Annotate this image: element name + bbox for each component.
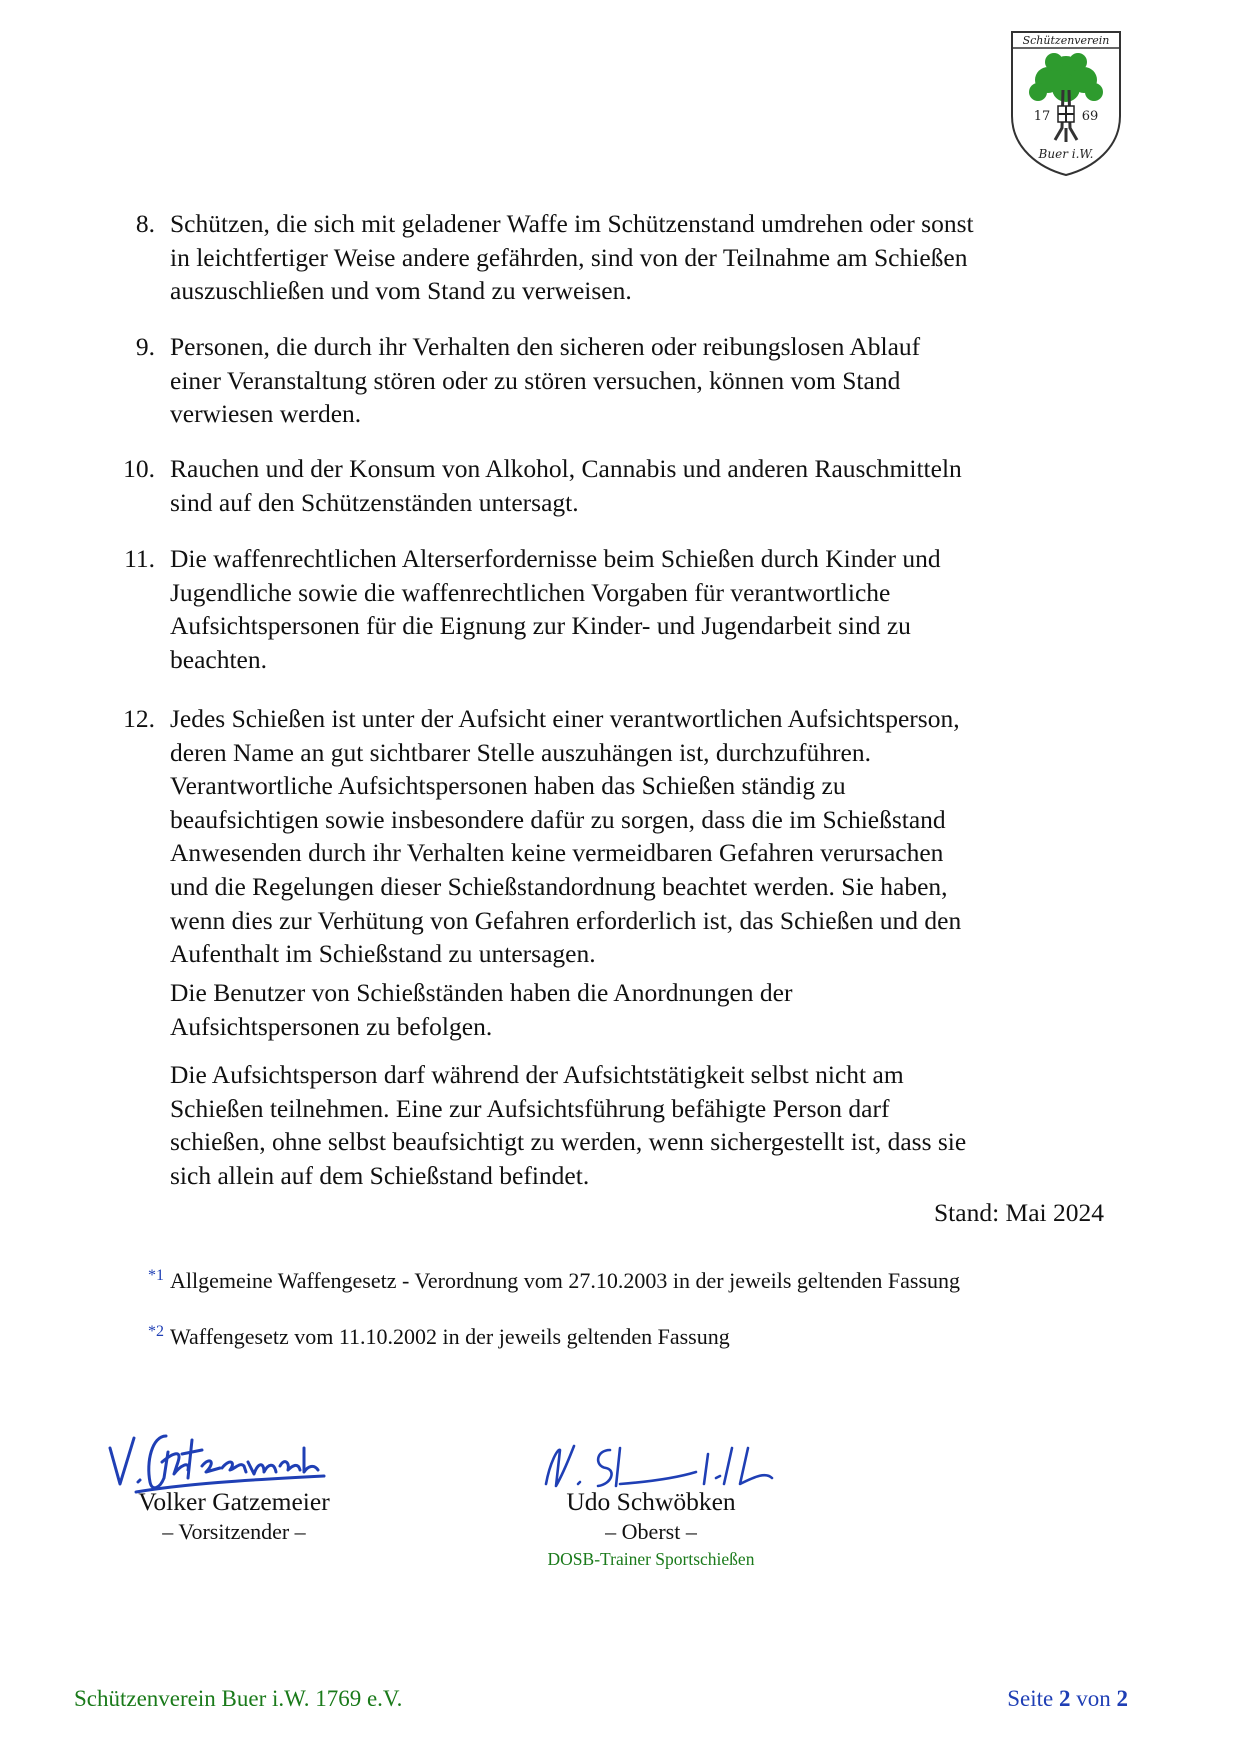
footer-organization: Schützenverein Buer i.W. 1769 e.V. — [74, 1686, 403, 1711]
crest-year-left: 17 — [1033, 109, 1051, 124]
signatory-qualification: DOSB-Trainer Sportschießen — [547, 1549, 755, 1569]
page-total: 2 — [1116, 1686, 1128, 1711]
rule-text — [170, 542, 1110, 676]
rule-text — [170, 330, 1110, 431]
text-line: Verantwortliche Aufsichtspersonen haben das Schießen ständig zu — [170, 771, 846, 801]
text-line: Die Aufsichtsperson darf während der Aufsichtstätigkeit selbst nicht am — [170, 1060, 904, 1089]
text-line: verwiesen werden. — [170, 399, 362, 429]
text-line: Schützen, die sich mit geladener Waffe im Schützenstand umdrehen oder sonst — [170, 209, 974, 238]
text-line: Anwesenden durch ihr Verhalten keine vermeidbaren Gefahren verursachen — [170, 838, 944, 868]
rule-number: 9. — [135, 332, 155, 361]
signatory-name: Volker Gatzemeier — [138, 1487, 330, 1516]
paragraph-2 — [170, 1058, 1110, 1192]
text-line: beachten. — [170, 644, 267, 674]
footnote-1 — [148, 1262, 960, 1295]
signatory-role: – Vorsitzender – — [162, 1519, 306, 1544]
text-line: Jugendliche sowie die waffenrechtlichen Vorgaben für verantwortliche — [170, 577, 891, 607]
crest-bottom-text: Buer i.W. — [1038, 147, 1094, 161]
text-line: beaufsichtigen sowie insbesondere dafür zu sorgen, dass die im Schießstand — [170, 804, 946, 834]
rule-number: 11. — [124, 544, 155, 573]
stand-date: Stand: Mai 2024 — [934, 1198, 1104, 1227]
club-crest-logo — [1008, 28, 1124, 178]
crest-top-text: Schützenverein — [1022, 34, 1110, 47]
text-line: Die Benutzer von Schießständen haben die Anordnungen der — [170, 978, 793, 1007]
footnote-text: Allgemeine Waffengesetz - Verordnung vom 27.10.2003 in der jeweils geltenden Fassung — [170, 1268, 961, 1293]
text-line: Die waffenrechtlichen Alterserfordernisse beim Schießen durch Kinder und — [170, 544, 941, 573]
footnote-mark: *2 — [148, 1323, 164, 1340]
text-line: Jedes Schießen ist unter der Aufsicht einer verantwortlichen Aufsichtsperson, — [170, 704, 960, 733]
text-line: Rauchen und der Konsum von Alkohol, Cannabis und anderen Rauschmitteln — [170, 454, 962, 483]
rule-number: 10. — [123, 454, 155, 483]
page-separator: von — [1076, 1686, 1111, 1711]
text-line: in leichtfertiger Weise andere gefährden, sind von der Teilnahme am Schießen — [170, 242, 968, 272]
text-line: Aufenthalt im Schießstand zu untersagen. — [170, 939, 596, 969]
text-line: sich allein auf dem Schießstand befindet. — [170, 1160, 590, 1190]
footer-page-number — [1007, 1686, 1128, 1712]
rule-number: 8. — [135, 209, 155, 238]
text-line: einer Veranstaltung stören oder zu stören versuchen, können vom Stand — [170, 365, 901, 395]
text-line: schießen, ohne selbst beaufsichtigt zu werden, wenn sichergestellt ist, dass sie — [170, 1127, 967, 1157]
text-line: sind auf den Schützenständen untersagt. — [170, 487, 579, 517]
signatory-1 — [104, 1486, 364, 1546]
rule-number: 12. — [123, 704, 155, 733]
text-line: wenn dies zur Verhütung von Gefahren erforderlich ist, das Schießen und den — [170, 905, 962, 935]
rule-text — [170, 702, 1110, 971]
page-prefix: Seite — [1007, 1686, 1054, 1711]
signatory-2 — [536, 1486, 766, 1572]
rule-text — [170, 452, 1110, 519]
text-line: Personen, die durch ihr Verhalten den sicheren oder reibungslosen Ablauf — [170, 332, 921, 361]
text-line: Aufsichtspersonen zu befolgen. — [170, 1011, 493, 1041]
paragraph-1 — [170, 976, 1110, 1043]
signatory-role: – Oberst – — [605, 1519, 697, 1544]
footnote-2 — [148, 1318, 730, 1351]
text-line: Aufsichtspersonen für die Eignung zur Kinder- und Jugendarbeit sind zu — [170, 611, 911, 641]
footnote-mark: *1 — [148, 1267, 164, 1284]
text-line: Schießen teilnehmen. Eine zur Aufsichtsführung befähigte Person darf — [170, 1093, 890, 1123]
text-line: und die Regelungen dieser Schießstandordnung beachtet werden. Sie haben, — [170, 871, 948, 901]
crest-year-right: 69 — [1081, 109, 1099, 124]
footnote-text: Waffengesetz vom 11.10.2002 in der jeweils geltenden Fassung — [170, 1324, 730, 1349]
page-current: 2 — [1059, 1686, 1071, 1711]
text-line: deren Name an gut sichtbarer Stelle auszuhängen ist, durchzuführen. — [170, 737, 871, 767]
text-line: auszuschließen und vom Stand zu verweisen. — [170, 276, 632, 306]
rule-text — [170, 207, 1110, 308]
signatory-name: Udo Schwöbken — [566, 1487, 736, 1516]
